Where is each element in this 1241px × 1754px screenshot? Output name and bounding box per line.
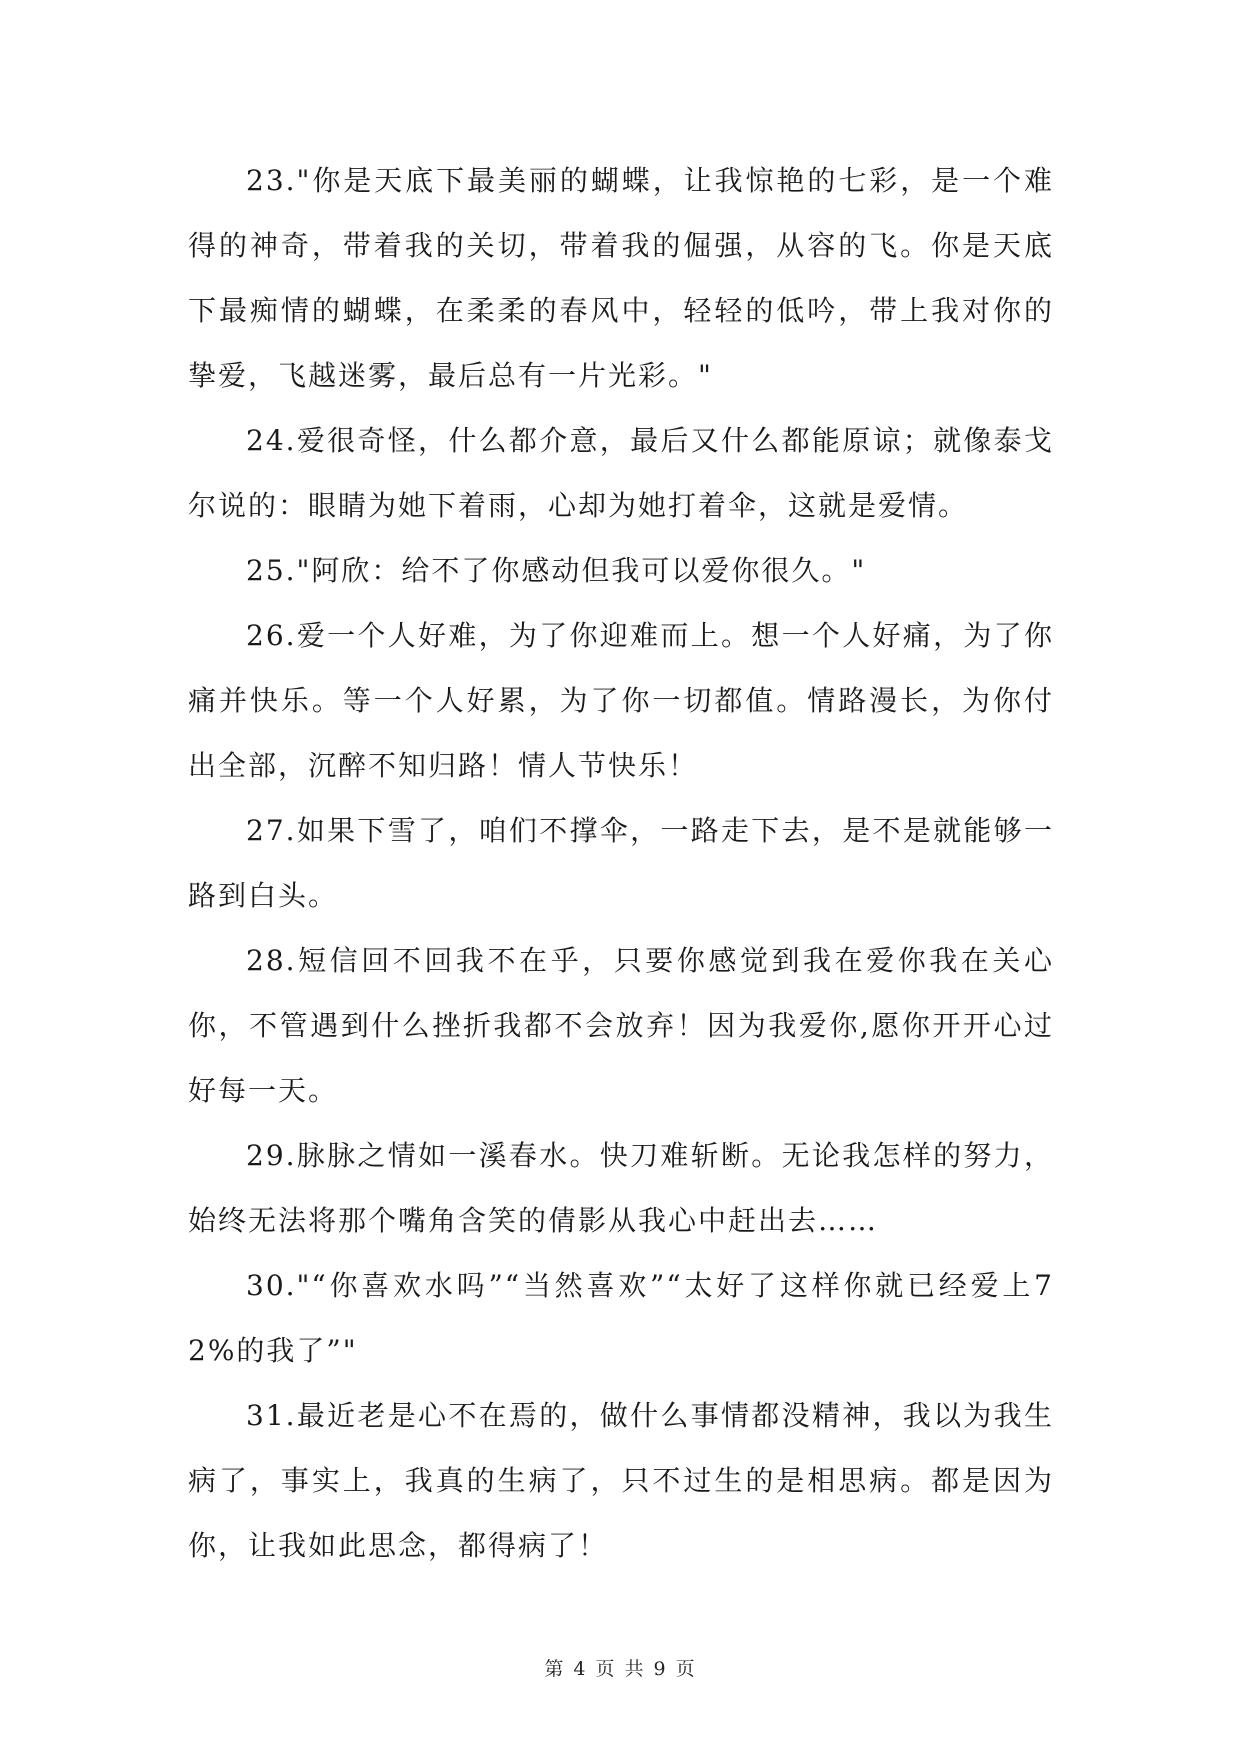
paragraph-28: 28.短信回不回我不在乎，只要你感觉到我在爱你我在关心你，不管遇到什么挫折我都不会放弃！因为我爱你,愿你开开心过好每一天。	[188, 944, 1054, 1107]
paragraph-23: 23."你是天底下最美丽的蝴蝶，让我惊艳的七彩，是一个难得的神奇，带着我的关切，带着我的倔强，从容的飞。你是天底下最痴情的蝴蝶，在柔柔的春风中，轻轻的低吟，带上我对你的挚爱，飞越迷雾，最后总有一片光彩。"	[188, 164, 1054, 392]
paragraph-30: 30."“你喜欢水吗”“当然喜欢”“太好了这样你就已经爱上72%的我了”"	[188, 1269, 1054, 1367]
paragraph-25: 25."阿欣：给不了你感动但我可以爱你很久。"	[246, 554, 867, 587]
paragraph-27: 27.如果下雪了，咱们不撑伞，一路走下去，是不是就能够一路到白头。	[188, 814, 1054, 912]
paragraph-31: 31.最近老是心不在焉的，做什么事情都没精神，我以为我生病了，事实上，我真的生病了，只不过生的是相思病。都是因为你，让我如此思念，都得病了！	[188, 1399, 1054, 1562]
document-body	[188, 148, 1054, 1578]
paragraph-24: 24.爱很奇怪，什么都介意，最后又什么都能原谅；就像泰戈尔说的：眼睛为她下着雨，心却为她打着伞，这就是爱情。	[188, 424, 1054, 522]
page-number-footer: 第 4 页 共 9 页	[544, 1658, 697, 1680]
paragraph-29: 29.脉脉之情如一溪春水。快刀难斩断。无论我怎样的努力，始终无法将那个嘴角含笑的倩影从我心中赶出去……	[188, 1139, 1054, 1237]
paragraph-26: 26.爱一个人好难，为了你迎难而上。想一个人好痛，为了你痛并快乐。等一个人好累，为了你一切都值。情路漫长，为你付出全部，沉醉不知归路！情人节快乐！	[188, 619, 1054, 782]
